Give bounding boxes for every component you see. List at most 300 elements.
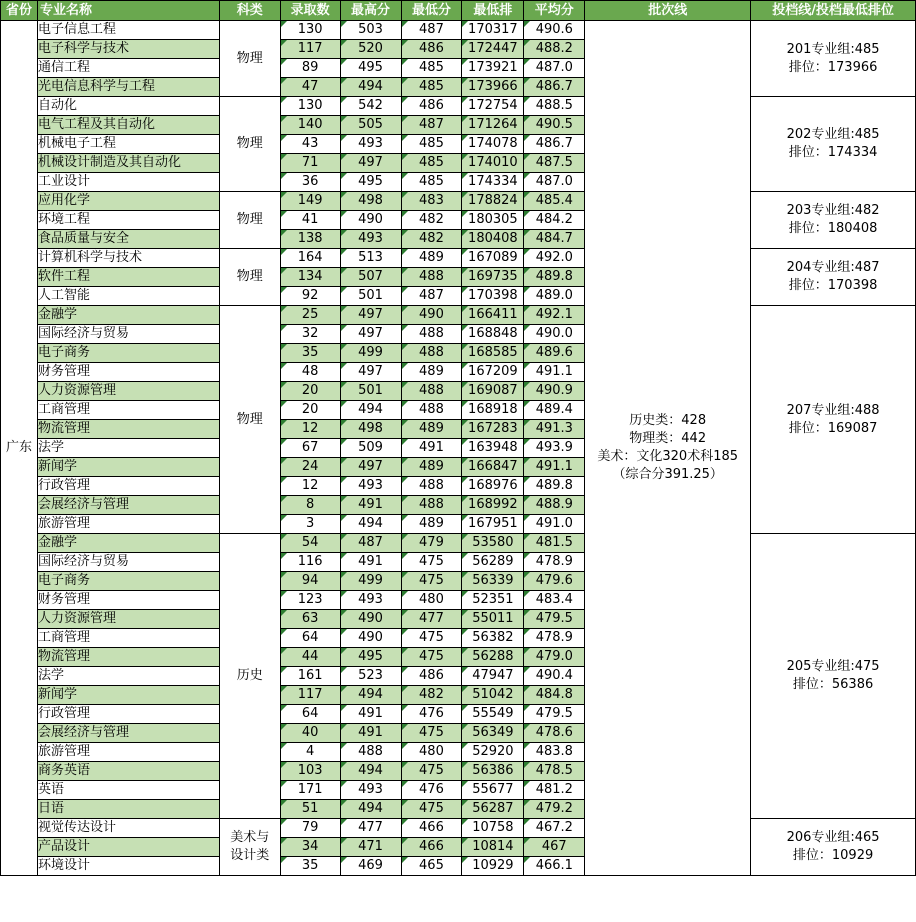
- avg-score: 483.8: [524, 743, 585, 762]
- max-score: 494: [340, 515, 401, 534]
- min-rank: 56382: [462, 629, 524, 648]
- max-score: 542: [340, 97, 401, 116]
- major-name: 计算机科学与技术: [37, 249, 219, 268]
- min-score: 488: [401, 268, 462, 287]
- avg-score: 492.1: [524, 306, 585, 325]
- max-score: 495: [340, 59, 401, 78]
- admitted-count: 24: [280, 458, 340, 477]
- header-admitted: 录取数: [280, 1, 340, 21]
- admitted-count: 41: [280, 211, 340, 230]
- table-row: [1, 97, 916, 116]
- table-row: [1, 306, 916, 325]
- major-name: 财务管理: [37, 591, 219, 610]
- min-score: 488: [401, 325, 462, 344]
- avg-score: 493.9: [524, 439, 585, 458]
- max-score: 493: [340, 135, 401, 154]
- admitted-count: 64: [280, 705, 340, 724]
- admitted-count: 117: [280, 40, 340, 59]
- filing-line-cell: [751, 192, 916, 249]
- avg-score: 491.0: [524, 515, 585, 534]
- min-score: 485: [401, 154, 462, 173]
- admitted-count: 51: [280, 800, 340, 819]
- max-score: 509: [340, 439, 401, 458]
- admitted-count: 48: [280, 363, 340, 382]
- major-name: 电子商务: [37, 344, 219, 363]
- filing-line-cell: [751, 819, 916, 876]
- admitted-count: 35: [280, 344, 340, 363]
- min-score: 475: [401, 800, 462, 819]
- avg-score: 490.4: [524, 667, 585, 686]
- avg-score: 481.5: [524, 534, 585, 553]
- max-score: 469: [340, 857, 401, 876]
- admitted-count: 94: [280, 572, 340, 591]
- min-rank: 171264: [462, 116, 524, 135]
- avg-score: 478.5: [524, 762, 585, 781]
- header-filing-line: 投档线/投档最低排位: [751, 1, 916, 21]
- admitted-count: 54: [280, 534, 340, 553]
- avg-score: 481.2: [524, 781, 585, 800]
- major-name: 旅游管理: [37, 515, 219, 534]
- major-name: 电子信息工程: [37, 21, 219, 40]
- filing-line-text: 206专业组:465: [786, 830, 880, 845]
- max-score: 494: [340, 800, 401, 819]
- admitted-count: 130: [280, 21, 340, 40]
- table-row: [1, 21, 916, 40]
- admitted-count: 20: [280, 382, 340, 401]
- avg-score: 490.5: [524, 116, 585, 135]
- category-cell: 物理: [219, 306, 280, 534]
- min-rank: 172754: [462, 97, 524, 116]
- min-rank: 56287: [462, 800, 524, 819]
- admitted-count: 89: [280, 59, 340, 78]
- table-row: [1, 192, 916, 211]
- filing-line-text: 排位：56386: [792, 677, 874, 692]
- avg-score: 484.2: [524, 211, 585, 230]
- major-name: 工商管理: [37, 401, 219, 420]
- admitted-count: 47: [280, 78, 340, 97]
- major-name: 物流管理: [37, 648, 219, 667]
- avg-score: 467: [524, 838, 585, 857]
- min-rank: 56386: [462, 762, 524, 781]
- min-score: 475: [401, 629, 462, 648]
- min-rank: 56349: [462, 724, 524, 743]
- max-score: 507: [340, 268, 401, 287]
- admitted-count: 64: [280, 629, 340, 648]
- table-row: [1, 249, 916, 268]
- max-score: 523: [340, 667, 401, 686]
- min-rank: 173966: [462, 78, 524, 97]
- max-score: 501: [340, 382, 401, 401]
- category-cell: 物理: [219, 97, 280, 192]
- min-rank: 10758: [462, 819, 524, 838]
- admitted-count: 138: [280, 230, 340, 249]
- major-name: 财务管理: [37, 363, 219, 382]
- min-score: 476: [401, 705, 462, 724]
- min-score: 480: [401, 743, 462, 762]
- major-name: 法学: [37, 667, 219, 686]
- major-name: 工业设计: [37, 173, 219, 192]
- avg-score: 486.7: [524, 78, 585, 97]
- min-score: 487: [401, 287, 462, 306]
- header-min-rank: 最低排: [462, 1, 524, 21]
- admitted-count: 161: [280, 667, 340, 686]
- admitted-count: 8: [280, 496, 340, 515]
- avg-score: 484.8: [524, 686, 585, 705]
- max-score: 493: [340, 781, 401, 800]
- major-name: 商务英语: [37, 762, 219, 781]
- max-score: 501: [340, 287, 401, 306]
- min-score: 485: [401, 173, 462, 192]
- major-name: 软件工程: [37, 268, 219, 287]
- avg-score: 466.1: [524, 857, 585, 876]
- major-name: 机械电子工程: [37, 135, 219, 154]
- min-score: 489: [401, 249, 462, 268]
- avg-score: 483.4: [524, 591, 585, 610]
- max-score: 497: [340, 458, 401, 477]
- filing-line-text: 203专业组:482: [786, 203, 880, 218]
- min-score: 480: [401, 591, 462, 610]
- min-score: 485: [401, 78, 462, 97]
- major-name: 物流管理: [37, 420, 219, 439]
- admitted-count: 35: [280, 857, 340, 876]
- header-batch-line: 批次线: [585, 1, 751, 21]
- avg-score: 488.9: [524, 496, 585, 515]
- major-name: 英语: [37, 781, 219, 800]
- major-name: 光电信息科学与工程: [37, 78, 219, 97]
- avg-score: 484.7: [524, 230, 585, 249]
- max-score: 503: [340, 21, 401, 40]
- min-rank: 56339: [462, 572, 524, 591]
- min-rank: 178824: [462, 192, 524, 211]
- filing-line-cell: [751, 306, 916, 534]
- max-score: 487: [340, 534, 401, 553]
- avg-score: 478.6: [524, 724, 585, 743]
- min-score: 482: [401, 686, 462, 705]
- province-cell: 广东: [1, 21, 38, 876]
- admitted-count: 71: [280, 154, 340, 173]
- major-name: 会展经济与管理: [37, 496, 219, 515]
- avg-score: 487.0: [524, 59, 585, 78]
- major-name: 新闻学: [37, 458, 219, 477]
- major-name: 日语: [37, 800, 219, 819]
- major-name: 环境设计: [37, 857, 219, 876]
- admitted-count: 12: [280, 477, 340, 496]
- category-line: 美术与: [230, 830, 270, 845]
- major-name: 产品设计: [37, 838, 219, 857]
- avg-score: 467.2: [524, 819, 585, 838]
- min-rank: 10929: [462, 857, 524, 876]
- filing-line-text: 排位：173966: [788, 59, 878, 75]
- avg-score: 489.8: [524, 477, 585, 496]
- max-score: 513: [340, 249, 401, 268]
- min-score: 476: [401, 781, 462, 800]
- category-cell: 历史: [219, 534, 280, 819]
- filing-line-cell: [751, 534, 916, 819]
- admitted-count: 3: [280, 515, 340, 534]
- min-score: 488: [401, 477, 462, 496]
- min-rank: 166411: [462, 306, 524, 325]
- avg-score: 479.6: [524, 572, 585, 591]
- max-score: 494: [340, 401, 401, 420]
- max-score: 493: [340, 591, 401, 610]
- avg-score: 490.0: [524, 325, 585, 344]
- min-score: 485: [401, 59, 462, 78]
- filing-line-text: 排位：169087: [788, 420, 878, 436]
- admitted-count: 103: [280, 762, 340, 781]
- min-rank: 170317: [462, 21, 524, 40]
- min-rank: 167089: [462, 249, 524, 268]
- major-name: 人工智能: [37, 287, 219, 306]
- min-rank: 167283: [462, 420, 524, 439]
- avg-score: 490.6: [524, 21, 585, 40]
- admitted-count: 164: [280, 249, 340, 268]
- avg-score: 478.9: [524, 629, 585, 648]
- min-score: 489: [401, 420, 462, 439]
- filing-line-cell: [751, 21, 916, 97]
- category-cell: 物理: [219, 21, 280, 97]
- max-score: 498: [340, 192, 401, 211]
- max-score: 494: [340, 686, 401, 705]
- min-score: 489: [401, 363, 462, 382]
- header-row: [1, 1, 916, 21]
- avg-score: 489.6: [524, 344, 585, 363]
- min-rank: 53580: [462, 534, 524, 553]
- min-score: 491: [401, 439, 462, 458]
- min-rank: 168585: [462, 344, 524, 363]
- min-score: 479: [401, 534, 462, 553]
- admitted-count: 34: [280, 838, 340, 857]
- min-score: 488: [401, 382, 462, 401]
- major-name: 金融学: [37, 306, 219, 325]
- min-score: 490: [401, 306, 462, 325]
- min-score: 482: [401, 230, 462, 249]
- min-score: 465: [401, 857, 462, 876]
- admitted-count: 4: [280, 743, 340, 762]
- category-cell: 物理: [219, 192, 280, 249]
- min-score: 487: [401, 21, 462, 40]
- min-score: 466: [401, 838, 462, 857]
- avg-score: 491.1: [524, 363, 585, 382]
- major-name: 电气工程及其自动化: [37, 116, 219, 135]
- min-rank: 170398: [462, 287, 524, 306]
- avg-score: 485.4: [524, 192, 585, 211]
- admitted-count: 116: [280, 553, 340, 572]
- min-rank: 168992: [462, 496, 524, 515]
- max-score: 499: [340, 572, 401, 591]
- avg-score: 491.1: [524, 458, 585, 477]
- min-score: 475: [401, 762, 462, 781]
- min-rank: 10814: [462, 838, 524, 857]
- admitted-count: 92: [280, 287, 340, 306]
- admitted-count: 130: [280, 97, 340, 116]
- filing-line-cell: [751, 249, 916, 306]
- min-rank: 169735: [462, 268, 524, 287]
- min-score: 489: [401, 515, 462, 534]
- max-score: 495: [340, 648, 401, 667]
- min-rank: 174334: [462, 173, 524, 192]
- avg-score: 489.8: [524, 268, 585, 287]
- major-name: 通信工程: [37, 59, 219, 78]
- max-score: 494: [340, 762, 401, 781]
- max-score: 491: [340, 553, 401, 572]
- table-row: [1, 534, 916, 553]
- admitted-count: 134: [280, 268, 340, 287]
- major-name: 应用化学: [37, 192, 219, 211]
- filing-line-text: 排位：170398: [788, 278, 878, 293]
- filing-line-text: 207专业组:488: [786, 402, 880, 418]
- min-score: 477: [401, 610, 462, 629]
- max-score: 497: [340, 325, 401, 344]
- min-score: 486: [401, 40, 462, 59]
- admitted-count: 43: [280, 135, 340, 154]
- min-rank: 174010: [462, 154, 524, 173]
- admitted-count: 117: [280, 686, 340, 705]
- major-name: 环境工程: [37, 211, 219, 230]
- min-score: 475: [401, 572, 462, 591]
- batch-line-text: （综合分391.25）: [612, 467, 723, 482]
- avg-score: 488.2: [524, 40, 585, 59]
- filing-line-cell: [751, 97, 916, 192]
- min-rank: 172447: [462, 40, 524, 59]
- max-score: 491: [340, 724, 401, 743]
- max-score: 494: [340, 78, 401, 97]
- major-name: 行政管理: [37, 705, 219, 724]
- major-name: 电子商务: [37, 572, 219, 591]
- batch-line-text: 物理类：442: [629, 431, 707, 446]
- batch-line-cell: [585, 21, 751, 876]
- max-score: 488: [340, 743, 401, 762]
- avg-score: 489.0: [524, 287, 585, 306]
- admitted-count: 63: [280, 610, 340, 629]
- max-score: 493: [340, 477, 401, 496]
- avg-score: 478.9: [524, 553, 585, 572]
- min-rank: 56289: [462, 553, 524, 572]
- max-score: 490: [340, 629, 401, 648]
- header-province: 省份: [1, 1, 38, 21]
- max-score: 490: [340, 610, 401, 629]
- major-name: 电子科学与技术: [37, 40, 219, 59]
- header-avg-score: 平均分: [524, 1, 585, 21]
- min-score: 483: [401, 192, 462, 211]
- min-score: 466: [401, 819, 462, 838]
- filing-line-text: 201专业组:485: [786, 41, 880, 57]
- major-name: 机械设计制造及其自动化: [37, 154, 219, 173]
- min-rank: 173921: [462, 59, 524, 78]
- major-name: 国际经济与贸易: [37, 325, 219, 344]
- min-rank: 174078: [462, 135, 524, 154]
- min-score: 489: [401, 458, 462, 477]
- max-score: 490: [340, 211, 401, 230]
- max-score: 477: [340, 819, 401, 838]
- avg-score: 488.5: [524, 97, 585, 116]
- major-name: 国际经济与贸易: [37, 553, 219, 572]
- max-score: 505: [340, 116, 401, 135]
- max-score: 497: [340, 154, 401, 173]
- filing-line-text: 排位：180408: [788, 221, 878, 236]
- max-score: 497: [340, 306, 401, 325]
- major-name: 视觉传达设计: [37, 819, 219, 838]
- major-name: 食品质量与安全: [37, 230, 219, 249]
- max-score: 495: [340, 173, 401, 192]
- min-rank: 51042: [462, 686, 524, 705]
- major-name: 自动化: [37, 97, 219, 116]
- major-name: 工商管理: [37, 629, 219, 648]
- filing-line-text: 205专业组:475: [786, 659, 880, 674]
- avg-score: 491.3: [524, 420, 585, 439]
- min-rank: 163948: [462, 439, 524, 458]
- major-name: 人力资源管理: [37, 610, 219, 629]
- admitted-count: 36: [280, 173, 340, 192]
- category-cell: 物理: [219, 249, 280, 306]
- max-score: 498: [340, 420, 401, 439]
- min-rank: 52351: [462, 591, 524, 610]
- max-score: 471: [340, 838, 401, 857]
- min-score: 487: [401, 116, 462, 135]
- header-major: 专业名称: [37, 1, 219, 21]
- major-name: 会展经济与管理: [37, 724, 219, 743]
- avg-score: 486.7: [524, 135, 585, 154]
- min-score: 488: [401, 496, 462, 515]
- max-score: 491: [340, 705, 401, 724]
- min-rank: 55677: [462, 781, 524, 800]
- major-name: 新闻学: [37, 686, 219, 705]
- header-max-score: 最高分: [340, 1, 401, 21]
- min-score: 475: [401, 553, 462, 572]
- max-score: 491: [340, 496, 401, 515]
- avg-score: 487.0: [524, 173, 585, 192]
- batch-line-text: 美术：文化320术科185: [597, 449, 739, 464]
- avg-score: 479.5: [524, 610, 585, 629]
- min-rank: 168918: [462, 401, 524, 420]
- header-min-score: 最低分: [401, 1, 462, 21]
- max-score: 493: [340, 230, 401, 249]
- min-rank: 56288: [462, 648, 524, 667]
- admitted-count: 123: [280, 591, 340, 610]
- major-name: 行政管理: [37, 477, 219, 496]
- avg-score: 492.0: [524, 249, 585, 268]
- major-name: 人力资源管理: [37, 382, 219, 401]
- filing-line-text: 202专业组:485: [786, 127, 880, 142]
- max-score: 497: [340, 363, 401, 382]
- table-row: [1, 819, 916, 838]
- min-rank: 169087: [462, 382, 524, 401]
- min-rank: 52920: [462, 743, 524, 762]
- admitted-count: 40: [280, 724, 340, 743]
- avg-score: 490.9: [524, 382, 585, 401]
- min-rank: 47947: [462, 667, 524, 686]
- admitted-count: 12: [280, 420, 340, 439]
- max-score: 520: [340, 40, 401, 59]
- min-rank: 168976: [462, 477, 524, 496]
- avg-score: 479.5: [524, 705, 585, 724]
- filing-line-text: 204专业组:487: [786, 260, 880, 275]
- min-rank: 55549: [462, 705, 524, 724]
- admitted-count: 140: [280, 116, 340, 135]
- min-rank: 166847: [462, 458, 524, 477]
- filing-line-text: 排位：174334: [788, 145, 878, 160]
- min-rank: 180408: [462, 230, 524, 249]
- admitted-count: 20: [280, 401, 340, 420]
- min-rank: 55011: [462, 610, 524, 629]
- min-score: 475: [401, 724, 462, 743]
- min-score: 486: [401, 97, 462, 116]
- min-score: 486: [401, 667, 462, 686]
- avg-score: 479.2: [524, 800, 585, 819]
- min-score: 488: [401, 344, 462, 363]
- admitted-count: 171: [280, 781, 340, 800]
- admitted-count: 44: [280, 648, 340, 667]
- admitted-count: 149: [280, 192, 340, 211]
